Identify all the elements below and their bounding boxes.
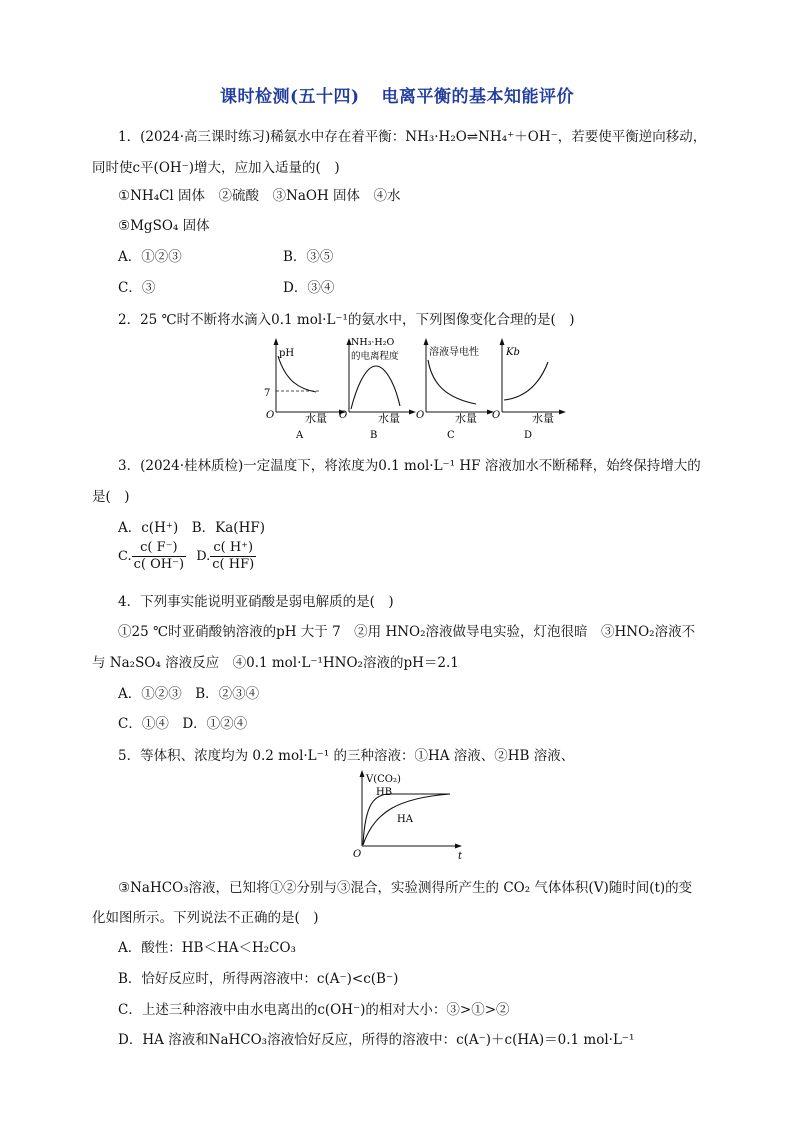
q2a-mark-7: 7 (264, 388, 271, 399)
q5-option-c: C．上述三种溶液中由水电离出的c(OH⁻)的相对大小：③>①>② (118, 1002, 510, 1018)
q2b-letter: B (370, 430, 378, 441)
q5-xlabel: t (458, 851, 463, 862)
page-title (0, 82, 794, 107)
q5-graph (350, 764, 470, 862)
q5-stem-line3: 化如图所示。下列说法不正确的是( ) (92, 910, 319, 926)
q2d-ylabel: Kb (506, 347, 520, 358)
q1-option-b: B．③⑤ (283, 249, 334, 265)
title-left: 课时检测(五十四) (219, 87, 360, 107)
q2-graph-d (492, 338, 566, 441)
q2d-origin: O (492, 410, 501, 421)
q3-option-d-fraction (210, 540, 256, 573)
q1-option-d: D．③④ (283, 280, 335, 296)
q2c-xlabel: 水量 (455, 412, 477, 425)
q4-items-line2: 与 Na₂SO₄ 溶液反应 ④0.1 mol·L⁻¹HNO₂溶液的pH＝2.1 (92, 655, 459, 671)
q4-options-ab: A．①②③ B．②③④ (118, 686, 260, 702)
q4-stem: 4．下列事实能说明亚硝酸是弱电解质的是( ) (118, 594, 394, 610)
q3-c-denominator: c( OH⁻) (133, 557, 185, 572)
q5-ylabel: V(CO₂) (366, 774, 401, 785)
q5-option-d: D．HA 溶液和NaHCO₃溶液恰好反应，所得的溶液中：c(A⁻)＋c(HA)＝0.1 mol·L⁻¹ (118, 1032, 635, 1048)
q2-graph-c (416, 338, 494, 441)
q3-stem-line1: 3．(2024·桂林质检)一定温度下，将浓度为0.1 mol·L⁻¹ HF 溶液加水不断稀释，始终保持增大的 (118, 458, 701, 474)
q3-stem-line2: 是( ) (92, 489, 130, 505)
q2-graph-a (264, 338, 346, 441)
q3-d-numerator: c( H⁺) (210, 540, 256, 557)
q1-stem-line1: 1．(2024·高三课时练习)稀氨水中存在着平衡：NH₃·H₂O⇌NH₄⁺＋OH⁻，若要使平衡逆向移动， (118, 129, 707, 145)
q5-hb-label: HB (376, 787, 393, 798)
q1-option-a: A．①②③ (118, 249, 182, 265)
q2d-xlabel: 水量 (532, 412, 554, 425)
q3-option-d-prefix: D. (196, 549, 211, 564)
q3-options-ab: A．c(H⁺) B．Ka(HF) (118, 520, 265, 536)
q5-stem: 5．等体积、浓度均为 0.2 mol·L⁻¹ 的三种溶液：①HA 溶液、②HB 溶液、 (118, 748, 575, 764)
q5-option-b: B．恰好反应时，所得两溶液中：c(A⁻)<c(B⁻) (118, 971, 399, 987)
q2b-xlabel: 水量 (378, 412, 400, 425)
q2c-ylabel: 溶液导电性 (429, 347, 479, 358)
q3-d-denominator: c( HF) (212, 557, 255, 572)
q4-items-line1: ①25 ℃时亚硝酸钠溶液的pH 大于 7 ②用 HNO₂溶液做导电实验，灯泡很暗 ③HNO₂溶液不 (118, 624, 696, 640)
q2-graphs (250, 334, 570, 444)
q1-items-line2: ⑤MgSO₄ 固体 (118, 218, 210, 234)
q2a-letter: A (296, 430, 304, 441)
q2c-letter: C (447, 430, 455, 441)
q5-option-a: A．酸性：HB＜HA＜H₂CO₃ (118, 940, 296, 956)
q2-graph-b (339, 337, 416, 441)
q2a-xlabel: 水量 (305, 412, 327, 425)
q1-items-line1: ①NH₄Cl 固体 ②硫酸 ③NaOH 固体 ④水 (118, 188, 401, 204)
q2c-origin: O (416, 410, 425, 421)
q5-stem-line2: ③NaHCO₃溶液，已知将①②分别与③混合，实验测得所产生的 CO₂ 气体体积(V)随时间(t)的变 (118, 880, 693, 896)
q2a-ylabel: pH (279, 348, 295, 359)
q2b-ylabel2: 的电离程度 (351, 351, 399, 362)
q2b-ylabel1: NH₃·H₂O (351, 337, 395, 348)
q3-options-cd (118, 540, 256, 573)
q2b-origin: O (339, 410, 348, 421)
q2a-origin: O (266, 410, 275, 421)
q1-stem-line2: 同时使c平(OH⁻)增大，应加入适量的( ) (92, 160, 340, 176)
q3-option-c-fraction (132, 540, 186, 573)
q5-ha-label: HA (397, 814, 413, 825)
q5-origin: O (353, 849, 362, 860)
q2d-letter: D (524, 430, 533, 441)
q3-option-c-prefix: C. (118, 549, 132, 564)
q4-options-cd: C．①④ D．①②④ (118, 716, 248, 732)
q2-stem: 2．25 ℃时不断将水滴入0.1 mol·L⁻¹的氨水中，下列图像变化合理的是( ) (118, 312, 575, 328)
title-right: 电离平衡的基本知能评价 (381, 87, 575, 107)
q1-option-c: C．③ (118, 280, 156, 296)
q3-c-numerator: c( F⁻) (132, 540, 186, 557)
